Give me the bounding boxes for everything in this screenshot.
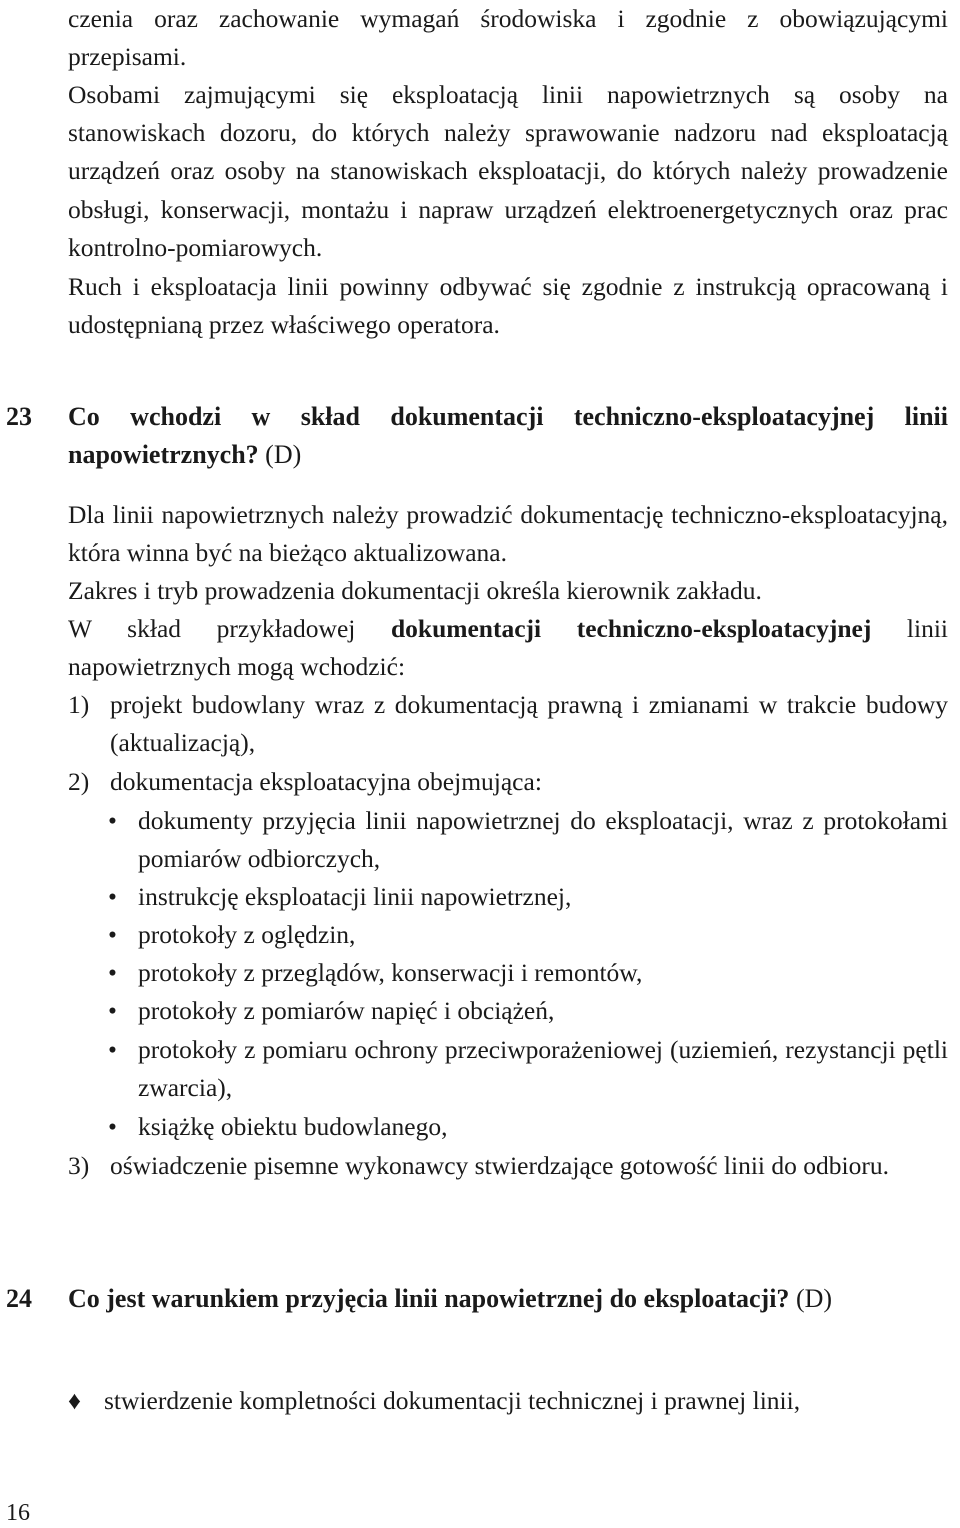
q23-p3-before: W skład przykładowej <box>68 614 391 643</box>
bullet-icon: • <box>108 920 117 949</box>
question-24-title: Co jest warunkiem przyjęcia linii napowietrznej do eksploatacji? <box>68 1284 790 1313</box>
list-text: dokumentacja eksploatacyjna obejmująca: <box>110 767 542 796</box>
intro-paragraph-2: Osobami zajmującymi się eksploatacją linii napowietrznych są osoby na stanowiskach dozoru, do których należy sprawowanie nadzoru nad eksploatacją urządzeń oraz osoby na stanowiskach eksploatacji, do których należy prowadzenie obsługi, konserwacji, montażu i napraw urządzeń elektroenergetycznych oraz prac kontrolno-pomiarowych. <box>68 80 948 262</box>
q23-p3-bold: dokumentacji techniczno-eksploatacyjnej <box>390 614 872 643</box>
q23-p3-after: linii napowietrznych mogą wchodzić: <box>68 614 948 682</box>
list-number: 1) <box>68 690 90 719</box>
page-number: 16 <box>6 1500 30 1526</box>
q23-list-item-1 <box>68 686 948 766</box>
list-number: 3) <box>68 1151 90 1180</box>
bullet-text: protokoły z oględzin, <box>138 920 356 949</box>
bullet-icon: • <box>108 958 117 987</box>
bullet-icon: • <box>108 806 117 835</box>
question-23-title: Co wchodzi w skład dokumentacji techniczno-eksploatacyjnej linii napowietrznych? <box>68 402 948 469</box>
question-23-tag: (D) <box>265 440 302 469</box>
q23-list-item-2 <box>68 763 948 803</box>
question-23-number: 23 <box>6 402 32 431</box>
question-24-tag: (D) <box>795 1284 833 1313</box>
bullet-text: dokumenty przyjęcia linii napowietrznej do eksploatacji, wraz z protokołami pomiarów odbiorczych, <box>138 806 948 874</box>
question-23-heading <box>68 398 948 474</box>
q23-answer-paragraph-2: Zakres i tryb prowadzenia dokumentacji określa kierownik zakładu. <box>68 576 762 605</box>
bullet-icon: • <box>108 1035 117 1064</box>
bullet-text: instrukcję eksploatacji linii napowietrznej, <box>138 882 572 911</box>
bullet-text: książkę obiektu budowlanego, <box>138 1112 448 1141</box>
list-number: 2) <box>68 767 90 796</box>
question-24-number: 24 <box>6 1284 32 1313</box>
diamond-bullet-icon: ♦ <box>68 1386 82 1415</box>
q23-list-item-3 <box>68 1147 948 1227</box>
bullet-text: protokoły z pomiaru ochrony przeciwporażeniowej (uziemień, rezystancji pętli zwarcia), <box>138 1035 948 1103</box>
list-text: oświadczenie pisemne wykonawcy stwierdzające gotowość linii do odbioru. <box>110 1151 889 1180</box>
bullet-text: protokoły z pomiarów napięć i obciążeń, <box>138 996 555 1025</box>
list-text: projekt budowlany wraz z dokumentacją prawną i zmianami w trakcie budowy (aktualizacją), <box>110 690 948 758</box>
q23-answer-paragraph-1: Dla linii napowietrznych należy prowadzić dokumentację techniczno-eksploatacyjną, która winna być na bieżąco aktualizowana. <box>68 500 948 568</box>
question-24-heading <box>68 1280 948 1318</box>
q23-answer-paragraph-3 <box>68 610 948 686</box>
item-text: stwierdzenie kompletności dokumentacji technicznej i prawnej linii, <box>104 1386 801 1415</box>
intro-paragraph-3: Ruch i eksploatacja linii powinny odbywać się zgodnie z instrukcją opracowaną i udostępnianą przez właściwego operatora. <box>68 272 948 340</box>
bullet-icon: • <box>108 996 117 1025</box>
bullet-icon: • <box>108 1112 117 1141</box>
bullet-text: protokoły z przeglądów, konserwacji i remontów, <box>138 958 643 987</box>
intro-paragraph-1: czenia oraz zachowanie wymagań środowiska i zgodnie z obowiązującymi przepisami. <box>68 4 948 72</box>
bullet-icon: • <box>108 882 117 911</box>
